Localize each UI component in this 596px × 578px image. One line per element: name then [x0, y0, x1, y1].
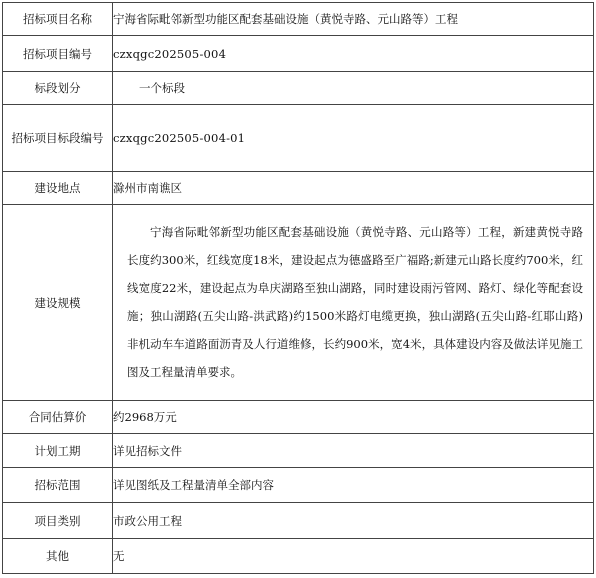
tender-info-table: [2, 2, 594, 574]
table-row: [3, 539, 594, 574]
row-label-bidding-scope: 招标范围: [3, 468, 113, 503]
row-value-project-name: 宁海省际毗邻新型功能区配套基础设施（黄悦寺路、元山路等）工程: [113, 3, 594, 36]
table-row: [3, 105, 594, 172]
row-value-planned-duration: 详见招标文件: [113, 434, 594, 468]
row-label-project-number: 招标项目编号: [3, 36, 113, 72]
table-row: [3, 503, 594, 539]
row-value-location: 滁州市南谯区: [113, 172, 594, 205]
row-label-section-number: [3, 105, 113, 172]
row-label-project-name: 招标项目名称: [3, 3, 113, 36]
row-label-planned-duration: 计划工期: [3, 434, 113, 468]
table-row: [3, 172, 594, 205]
row-value-scale: [113, 205, 594, 401]
row-label-scale: 建设规模: [3, 205, 113, 401]
table-row: [3, 3, 594, 36]
row-value-contract-estimate: 约2968万元: [113, 401, 594, 434]
row-value-section-number: czxqgc202505-004-01: [113, 105, 594, 172]
row-value-project-category: 市政公用工程: [113, 503, 594, 539]
row-value-other: 无: [113, 539, 594, 574]
row-label-location: 建设地点: [3, 172, 113, 205]
table-row: [3, 468, 594, 503]
section-number-label-text: 招标项目标段编号: [11, 131, 104, 145]
table-row: [3, 72, 594, 105]
table-row: [3, 434, 594, 468]
row-value-project-number: czxqgc202505-004: [113, 36, 594, 72]
table-row: [3, 205, 594, 401]
row-value-bidding-scope: 详见图纸及工程量清单全部内容: [113, 468, 594, 503]
table-row: [3, 401, 594, 434]
row-label-other: 其他: [3, 539, 113, 574]
row-value-section-division: 一个标段: [113, 72, 594, 105]
table-row: [3, 36, 594, 72]
row-label-contract-estimate: 合同估算价: [3, 401, 113, 434]
row-label-project-category: 项目类别: [3, 503, 113, 539]
row-label-section-division: 标段划分: [3, 72, 113, 105]
scale-description: 宁海省际毗邻新型功能区配套基础设施（黄悦寺路、元山路等）工程，新建黄悦寺路长度约300米，红线宽度18米，建设起点为德盛路至广福路;新建元山路长度约700米，红线宽度22米，建设起点为阜庆湖路至独山湖路，同时建设雨污管网、路灯、绿化等配套设施；独山湖路(五尖山路-洪武路)约1500米路灯电缆更换，独山湖路(五尖山路-红耶山路)非机动车车道路面沥青及人行道维修，长约900米，宽4米，具体建设内容及做法详见施工图及工程量清单要求。: [127, 224, 583, 379]
